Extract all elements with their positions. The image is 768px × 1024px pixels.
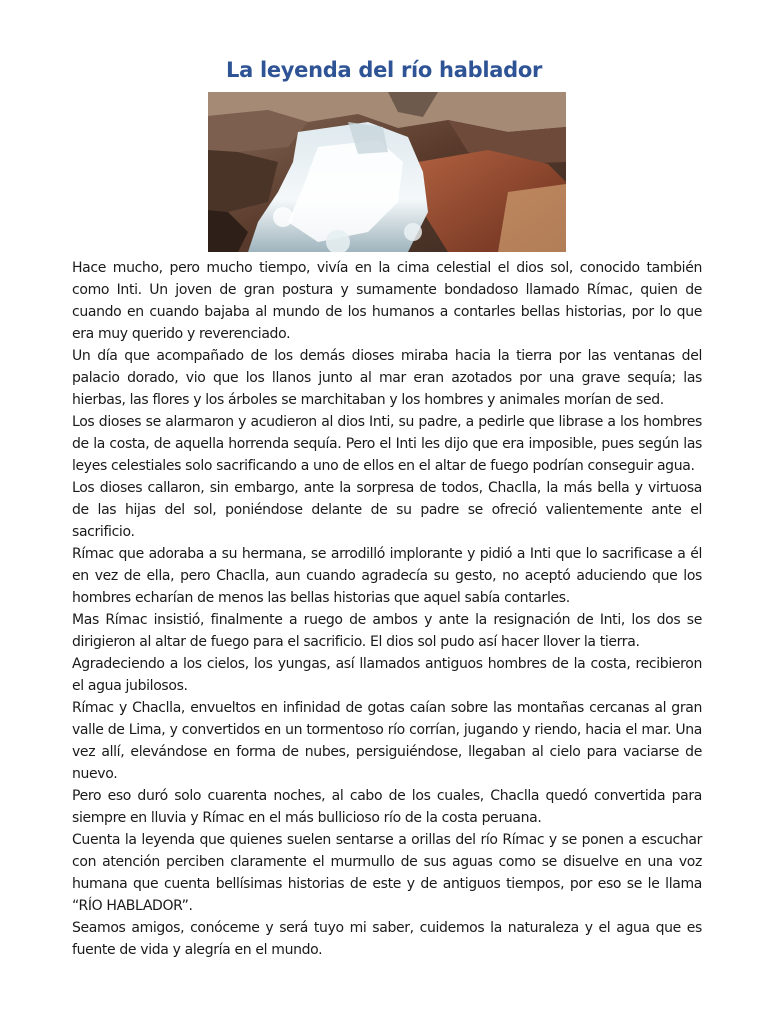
story-body (72, 257, 702, 961)
paragraph: Agradeciendo a los cielos, los yungas, así llamados antiguos hombres de la costa, recibieron el agua jubilosos. (72, 656, 702, 694)
waterfall-photo (208, 92, 566, 252)
paragraph: Hace mucho, pero mucho tiempo, vivía en la cima celestial el dios sol, conocido también como Inti. Un joven de gran postura y sumamente bondadoso llamado Rímac, quien de cuando en cuando bajaba al mundo de los humanos a contarles bellas historias, por lo que era muy querido y reverenciado. (72, 260, 702, 342)
paragraph: Rímac que adoraba a su hermana, se arrodilló implorante y pidió a Inti que lo sacrificase a él en vez de ella, pero Chaclla, aun cuando agradecía su gesto, no aceptó aduciendo que los hombres echarían de menos las bellas historias que aquel sabía contarles. (72, 546, 702, 606)
paragraph: Seamos amigos, conóceme y será tuyo mi saber, cuidemos la naturaleza y el agua que es fuente de vida y alegría en el mundo. (72, 920, 702, 958)
paragraph: Mas Rímac insistió, finalmente a ruego de ambos y ante la resignación de Inti, los dos se dirigieron al altar de fuego para el sacrificio. El dios sol pudo así hacer llover la tierra. (72, 612, 702, 650)
paragraph: Los dioses callaron, sin embargo, ante la sorpresa de todos, Chaclla, la más bella y virtuosa de las hijas del sol, poniéndose delante de su padre se ofreció valientemente ante el sacrificio. (72, 480, 702, 540)
paragraph: Rímac y Chaclla, envueltos en infinidad de gotas caían sobre las montañas cercanas al gran valle de Lima, y convertidos en un tormentoso río corrían, jugando y riendo, hacia el mar. Una vez allí, elevándose en forma de nubes, persiguiéndose, llegaban al cielo para vaciarse de nuevo. (72, 700, 702, 782)
paragraph: Los dioses se alarmaron y acudieron al dios Inti, su padre, a pedirle que librase a los hombres de la costa, de aquella horrenda sequía. Pero el Inti les dijo que era imposible, pues según las leyes celestiales solo sacrificando a uno de ellos en el altar de fuego podrían conseguir agua. (72, 414, 702, 474)
paragraph: Un día que acompañado de los demás dioses miraba hacia la tierra por las ventanas del palacio dorado, vio que los llanos junto al mar eran azotados por una grave sequía; las hierbas, las flores y los árboles se marchitaban y los hombres y animales morían de sed. (72, 348, 702, 408)
paragraph: Cuenta la leyenda que quienes suelen sentarse a orillas del río Rímac y se ponen a escuchar con atención perciben claramente el murmullo de sus aguas como se disuelve en una voz humana que cuenta bellísimas historias de este y de antiguos tiempos, por eso se le llama “RÍO HABLADOR”. (72, 832, 702, 914)
document-title: La leyenda del río hablador (225, 58, 543, 82)
paragraph: Pero eso duró solo cuarenta noches, al cabo de los cuales, Chaclla quedó convertida para siempre en lluvia y Rímac en el más bullicioso río de la costa peruana. (72, 788, 702, 826)
